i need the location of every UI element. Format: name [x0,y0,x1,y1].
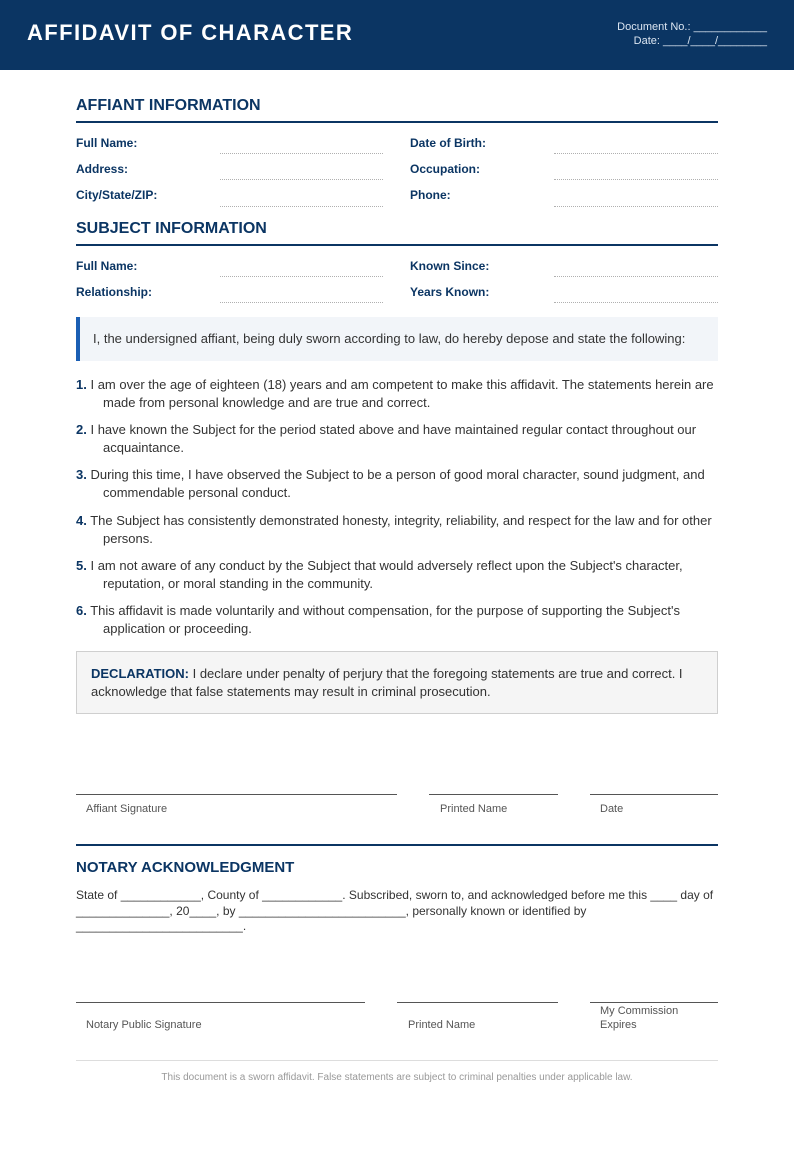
statement-number: 2. [76,422,87,437]
document-header [0,0,794,70]
notary-commission-line[interactable] [590,1002,718,1003]
statement-item [76,557,718,592]
subject-full-name-field[interactable] [220,276,383,277]
statement-number: 3. [76,467,87,482]
notary-signature-line[interactable] [76,1002,365,1003]
notary-section-title: NOTARY ACKNOWLEDGMENT [76,859,295,876]
intro-statement-box [76,317,718,361]
subject-years-known-field[interactable] [554,302,718,303]
affiant-section-title: AFFIANT INFORMATION [76,97,718,123]
affiant-dob-field[interactable] [554,153,718,154]
affiant-city-field[interactable] [220,206,383,207]
declaration-text: I declare under penalty of perjury that the foregoing statements are true and correct. I acknowledge that false statements may result in criminal prosecution. [91,666,683,699]
notary-printed-name-line[interactable] [397,1002,558,1003]
subject-known-since-label: Known Since: [410,259,490,273]
affiant-phone-field[interactable] [554,206,718,207]
footer-divider [76,1060,718,1061]
statement-text: During this time, I have observed the Subject to be a person of good moral character, sound judgment, and commendable personal conduct. [90,467,705,500]
document-number: Document No.: ____________ [617,21,767,33]
affiant-phone-label: Phone: [410,188,451,202]
statement-item [76,421,718,456]
notary-divider [76,844,718,846]
footer-disclaimer: This document is a sworn affidavit. False statements are subject to criminal penalties under applicable law. [161,1072,633,1083]
statement-text: I am over the age of eighteen (18) years and am competent to make this affidavit. The statements herein are made from personal knowledge and are true and correct. [90,377,714,410]
affiant-dob-label: Date of Birth: [410,136,486,150]
document-title: AFFIDAVIT OF CHARACTER [27,20,354,45]
intro-statement: I, the undersigned affiant, being duly sworn according to law, do hereby depose and state the following: [93,331,686,346]
subject-relationship-label: Relationship: [76,285,153,299]
statement-number: 4. [76,513,87,528]
affiant-signature-line[interactable] [76,794,397,795]
statement-number: 5. [76,558,87,573]
subject-full-name-label: Full Name: [76,259,138,273]
document-meta [617,20,767,48]
statement-number: 1. [76,377,87,392]
affiant-printed-name-line[interactable] [429,794,558,795]
affiant-date-line[interactable] [590,794,718,795]
statement-item [76,376,718,411]
affiant-signature-label: Affiant Signature [86,803,168,815]
declaration-label: DECLARATION: [91,666,189,681]
affiant-occupation-label: Occupation: [410,162,481,176]
subject-section-title: SUBJECT INFORMATION [76,220,718,246]
affiant-printed-name-label: Printed Name [440,803,508,815]
affiant-address-label: Address: [76,162,129,176]
statement-text: The Subject has consistently demonstrated honesty, integrity, reliability, and respect for the law and for other persons. [90,513,712,546]
affiant-occupation-field[interactable] [554,179,718,180]
affiant-date-label: Date [600,803,624,815]
statement-text: I have known the Subject for the period stated above and have maintained regular contact throughout our acquaintance. [90,422,697,455]
statement-item [76,466,718,501]
statement-item [76,512,718,547]
subject-years-known-label: Years Known: [410,285,490,299]
statement-item [76,602,718,637]
statement-number: 6. [76,603,87,618]
affiant-address-field[interactable] [220,179,383,180]
statement-text: This affidavit is made voluntarily and without compensation, for the purpose of supporting the Subject's application or proceeding. [90,603,680,636]
notary-signature-label: Notary Public Signature [86,1019,202,1031]
notary-acknowledgment-text: State of ____________, County of ____________. Subscribed, sworn to, and acknowledged before me this ____ day of ______________, 20____, by _________________________, personally known or identified by _________________________. [76,888,714,933]
declaration-box [76,651,718,714]
affiant-full-name-field[interactable] [220,153,383,154]
document-date: Date: ____/____/________ [633,35,767,47]
subject-relationship-field[interactable] [220,302,383,303]
affiant-full-name-label: Full Name: [76,136,138,150]
statement-text: I am not aware of any conduct by the Subject that would adversely reflect upon the Subject's character, reputation, or moral standing in the community. [90,558,683,591]
notary-commission-label: My Commission Expires [600,1005,679,1031]
subject-known-since-field[interactable] [554,276,718,277]
notary-printed-name-label: Printed Name [408,1019,476,1031]
affiant-city-label: City/State/ZIP: [76,188,158,202]
